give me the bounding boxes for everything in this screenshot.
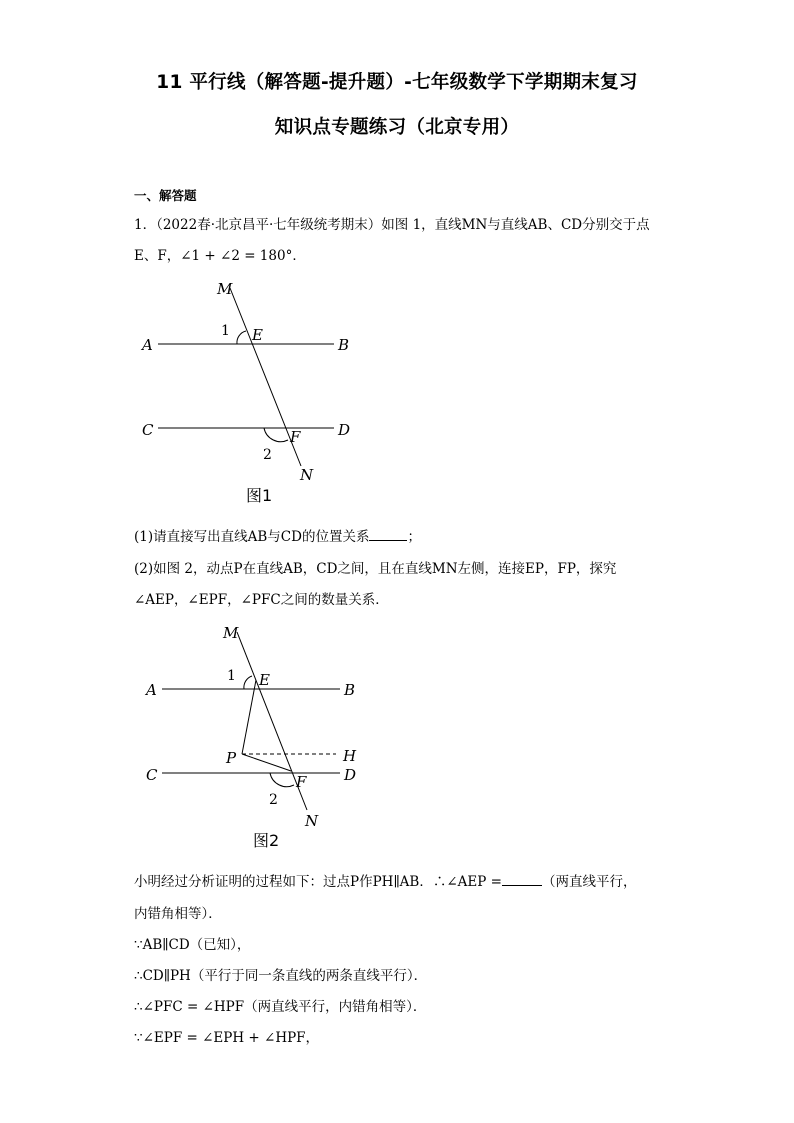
label-n: N	[300, 466, 314, 484]
answer-blank-2[interactable]	[502, 871, 542, 886]
question-2-line2: ∠AEP，∠EPF，∠PFC之间的数量关系．	[134, 592, 389, 608]
label-angle-1: 1	[221, 323, 230, 339]
question-1-text: (1)请直接写出直线AB与CD的位置关系	[134, 529, 370, 545]
figure-1-caption: 图1	[246, 486, 273, 505]
angle-2-arc	[270, 773, 294, 787]
segment-fp	[242, 754, 291, 771]
proof-line3: ∵AB∥CD（已知），	[134, 937, 251, 953]
label-f: F	[290, 428, 301, 446]
proof-line6: ∵∠EPF = ∠EPH + ∠HPF，	[134, 1030, 320, 1046]
proof-line1-suffix: （两直线平行，	[541, 874, 637, 890]
label-b: B	[344, 681, 356, 699]
segment-ep	[242, 680, 256, 754]
angle-1-arc	[244, 676, 252, 689]
proof-line1	[134, 870, 636, 890]
label-f: F	[296, 773, 307, 791]
document-title-line2: 知识点专题练习（北京专用）	[274, 117, 520, 138]
problem-intro-line2: E、F，∠1 + ∠2 = 180°．	[134, 248, 306, 264]
proof-line1-text: 小明经过分析证明的过程如下：过点P作PH∥AB．∴∠AEP =	[134, 874, 502, 890]
label-angle-2: 2	[263, 447, 272, 463]
label-e: E	[252, 326, 263, 344]
question-2-line1: (2)如图 2，动点P在直线AB，CD之间，且在直线MN左侧，连接EP，FP，探究	[134, 561, 617, 577]
label-c: C	[142, 421, 154, 439]
label-a: A	[142, 336, 153, 354]
label-e: E	[259, 671, 270, 689]
label-b: B	[338, 336, 350, 354]
label-d: D	[338, 421, 351, 439]
label-angle-1: 1	[227, 668, 236, 684]
label-m: M	[223, 624, 239, 642]
problem-intro-line1: 1．（2022春·北京昌平·七年级统考期末）如图 1，直线MN与直线AB、CD分别交于点	[134, 217, 650, 233]
label-a: A	[146, 681, 157, 699]
proof-line2: 内错角相等）．	[134, 906, 222, 922]
figure-2-caption: 图2	[253, 831, 280, 850]
question-1-suffix: ；	[407, 529, 421, 545]
label-h: H	[343, 747, 357, 765]
label-p: P	[226, 749, 237, 767]
proof-line5: ∴∠PFC = ∠HPF（两直线平行，内错角相等）．	[134, 999, 427, 1015]
label-m: M	[217, 280, 233, 298]
label-n: N	[305, 812, 319, 830]
proof-line4: ∴CD∥PH（平行于同一条直线的两条直线平行）．	[134, 968, 428, 984]
label-d: D	[344, 766, 357, 784]
document-title-line1: 11 平行线（解答题-提升题）-七年级数学下学期期末复习	[156, 72, 638, 93]
label-c: C	[146, 766, 158, 784]
label-angle-2: 2	[269, 792, 278, 808]
section-heading: 一、解答题	[134, 188, 197, 203]
